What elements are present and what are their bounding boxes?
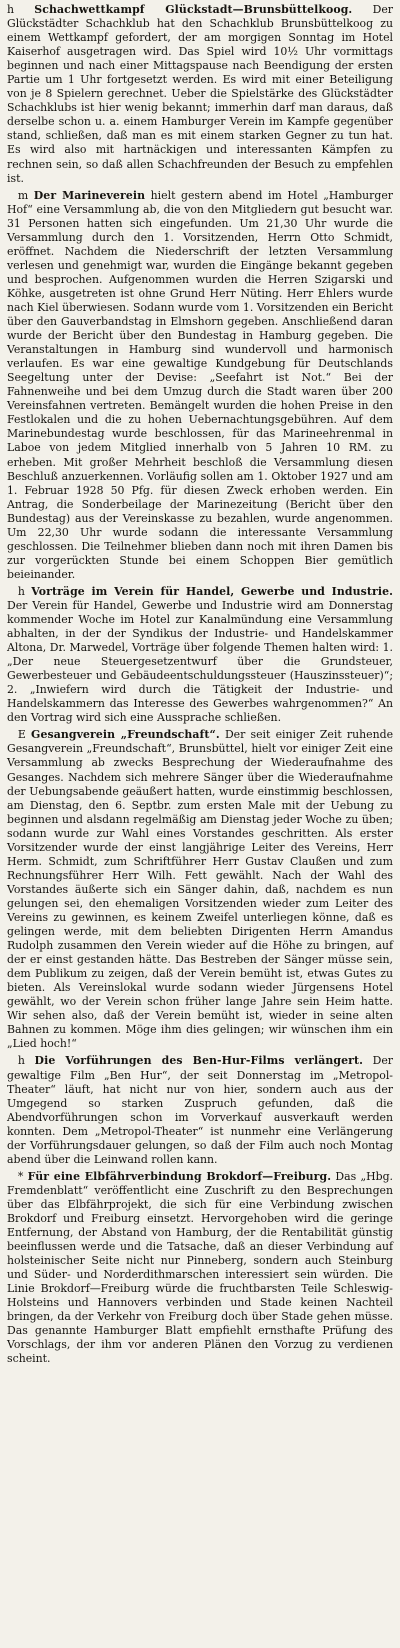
article-mark: *	[17, 1169, 24, 1183]
article-mark: E	[17, 728, 26, 742]
article-body: Der seit einiger Zeit ruhende Gesangverein „Freundschaft“, Brunsbüttel, hielt vor einiger Zeit eine Versammlung ab zwecks Besprechung der Wiederaufnahme des Gesanges. Nachdem sich mehrere Sänger über die Wiederaufnahme der Uebungsabende geäußert hatten, wurde einstimmig beschlossen, am Dienstag, den 6. Septbr. zum ersten Male mit der Uebung zu beginnen und alsdann regelmäßig am Dienstag jeder Woche zu üben; sodann wurde zur Wahl eines Vorstandes geschritten. Als erster Vorsitzender wurde der einst langjährige Leiter des Vereins, Herr Herm. Schmidt, zum Schriftführer Herr Gustav Claußen und zum Rechnungsführer Herr Wilh. Fett gewählt. Nach der Wahl des Vorstandes äußerte sich ein Sänger dahin, daß, nachdem es nun gelungen sei, den ehemaligen Vorsitzenden wieder zum Leiter des Vereins zu gewinnen, es keinem Zweifel unterliegen könne, daß es gelingen werde, mit dem beliebten Dirigenten Herrn Amandus Rudolph zusammen den Verein wieder auf die Höhe zu bringen, auf der er einst gestanden hätte. Das Bestreben der Sänger müsse sein, dem Publikum zu zeigen, daß der Verein bemüht ist, etwas Gutes zu bieten. Als Vereinslokal wurde sodann wieder Jürgensens Hotel gewählt, wo der Verein schon früher lange Jahre sein Heim hatte. Wir sehen also, daß der Verein bemüht ist, wieder in seine alten Bahnen zu kommen. Möge ihm dies gelingen; wir wünschen ihm ein „Lied hoch!“	[7, 728, 394, 1051]
article-paragraph	[7, 1054, 393, 1166]
article-heading: Schachwettkampf Glückstadt—Brunsbüttelkoog.	[34, 3, 353, 16]
article-paragraph	[7, 728, 393, 1051]
article-mark: h	[7, 3, 15, 16]
article-body: Der Glückstädter Schachklub hat den Schachklub Brunsbüttelkoog zu einem Wettkampf gefordert, der am morgigen Sonntag im Hotel Kaiserhof ausgetragen wird. Das Spiel wird 10½ Uhr vormittags beginnen und nach einer Mittagspause nach Beendigung der ersten Partie um 1 Uhr fortgesetzt werden. Es wird mit einer Beteiligung von je 8 Spielern gerechnet. Ueber die Spielstärke des Glückstädter Schachklubs ist hier wenig bekannt; immerhin darf man daraus, daß derselbe schon u. a. einem Hamburger Verein im Kampfe gegenüber stand, schließen, daß man es mit einem starken Gegner zu tun hat. Es wird also mit hartnäckigen und interessanten Kämpfen zu rechnen sein, so daß allen Schachfreunden der Besuch zu empfehlen ist.	[7, 3, 393, 185]
article-elbfaehre	[7, 1170, 393, 1367]
article-heading: Für eine Elbfährverbindung Brokdorf—Freiburg.	[27, 1169, 332, 1183]
article-paragraph	[7, 3, 393, 186]
article-heading: Die Vorführungen des Ben-Hur-Films verlängert.	[34, 1054, 363, 1068]
article-paragraph	[7, 585, 393, 725]
article-paragraph	[7, 189, 393, 582]
article-body: hielt gestern abend im Hotel „Hamburger Hof“ eine Versammlung ab, die von den Mitgliedern gut besucht war. 31 Personen hatten sich eingefunden. Um 21,30 Uhr wurde die Versammlung durch den 1. Vorsitzenden, Herrn Otto Schmidt, eröffnet. Nachdem die Niederschrift der letzten Versammlung verlesen und genehmigt war, wurden die Eingänge bekannt gegeben und besprochen. Aufgenommen wurden die Herren Szigarski und Köhke, ausgetreten ist ohne Grund Herr Nüting. Herr Ehlers wurde nach Kiel überwiesen. Sodann wurde vom 1. Vorsitzenden ein Bericht über den Gauverbandstag in Elmshorn gegeben. Anschließend daran wurde der Bericht über den Bundestag in Hamburg gegeben. Die Veranstaltungen in Hamburg sind wundervoll und harmonisch verlaufen. Es war eine gewaltige Kundgebung für Deutschlands Seegeltung unter der Devise: „Seefahrt ist Not.“ Bei der Fahnenweihe und bei dem Umzug durch die Stadt waren über 200 Vereinsfahnen vertreten. Bemängelt wurden die hohen Preise in den Festlokalen und die zu hohen Uebernachtungsgebühren. Auf dem Marinebundestag wurde beschlossen, für das Marineehrenmal in Laboe von jedem Mitglied innerhalb von 5 Jahren 10 RM. zu erheben. Mit großer Mehrheit beschloß die Versammlung diesen Beschluß anzuerkennen. Vorläufig sollen am 1. Oktober 1927 und am 1. Februar 1928 50 Pfg. für diesen Zweck erhoben werden. Ein Antrag, die Sonderbeilage der Marinezeitung (Bericht über den Bundestag) aus der Vereinskasse zu bezahlen, wurde angenommen. Um 22,30 Uhr wurde sodann die interessante Versammlung geschlossen. Die Teilnehmer blieben dann noch mit ihren Damen bis zur vorgerückten Stunde bei einem Schoppen Bier gemütlich beieinander.	[7, 188, 393, 581]
article-marineverein	[7, 189, 393, 582]
article-heading: Gesangverein „Freundschaft“.	[31, 728, 220, 742]
article-mark: h	[17, 584, 25, 598]
article-paragraph	[7, 1170, 393, 1367]
article-body: Das „Hbg. Fremdenblatt“ veröffentlicht eine Zuschrift zu den Besprechungen über das Elbfährprojekt, die sich für eine Verbindung zwischen Brokdorf und Freiburg einsetzt. Hervorgehoben wird die geringe Entfernung, der Abstand von Hamburg, der die Rentabilität günstig beeinflussen werde und die Tatsache, daß an dieser Verbindung auf holsteinischer Seite nicht nur Pinneberg, sondern auch Steinburg und Süder- und Norderdithmarschen interessiert sein würden. Die Linie Brokdorf—Freiburg würde die fruchtbarsten Teile Schleswig-Holsteins und Hannovers verbinden und Stade keinen Nachteil bringen, da der Verkehr von Freiburg doch über Stade gehen müsse. Das genannte Hamburger Blatt empfiehlt ernsthafte Prüfung des Vorschlags, der ihm vor anderen Plänen den Vorzug zu verdienen scheint.	[7, 1169, 394, 1366]
article-ben-hur	[7, 1054, 393, 1166]
article-vortraege	[7, 585, 393, 725]
article-body: Der gewaltige Film „Ben Hur“, der seit Donnerstag im „Metropol-Theater“ läuft, hat nicht nur von hier, sondern auch aus der Umgegend so starken Zuspruch gefunden, daß die Abendvorführungen schon im Vorverkauf ausverkauft werden konnten. Dem „Metropol-Theater“ ist nunmehr eine Verlängerung der Vorführungsdauer gelungen, so daß der Film auch noch Montag abend über die Leinwand rollen kann.	[7, 1054, 394, 1166]
article-gesangverein	[7, 728, 393, 1051]
article-chess-match	[7, 3, 393, 186]
article-heading: Vorträge im Verein für Handel, Gewerbe und Industrie.	[31, 584, 393, 598]
article-body: Der Verein für Handel, Gewerbe und Industrie wird am Donnerstag kommender Woche im Hotel zur Kanalmündung eine Versammlung abhalten, in der der Syndikus der Industrie- und Handelskammer Altona, Dr. Marwedel, Vorträge über folgende Themen halten wird: 1. „Der neue Steuergesetzentwurf über die Grundsteuer, Gewerbesteuer und Gebäudeentschuldungssteuer (Hauszinssteuer)“; 2. „Inwiefern wird durch die Tätigkeit der Industrie- und Handelskammern das Interesse des Gewerbes wahrgenommen?“ An den Vortrag wird sich eine Aussprache schließen.	[7, 598, 393, 725]
article-mark: m	[17, 188, 29, 202]
article-heading: Der Marineverein	[33, 188, 146, 202]
article-mark: h	[17, 1054, 25, 1068]
